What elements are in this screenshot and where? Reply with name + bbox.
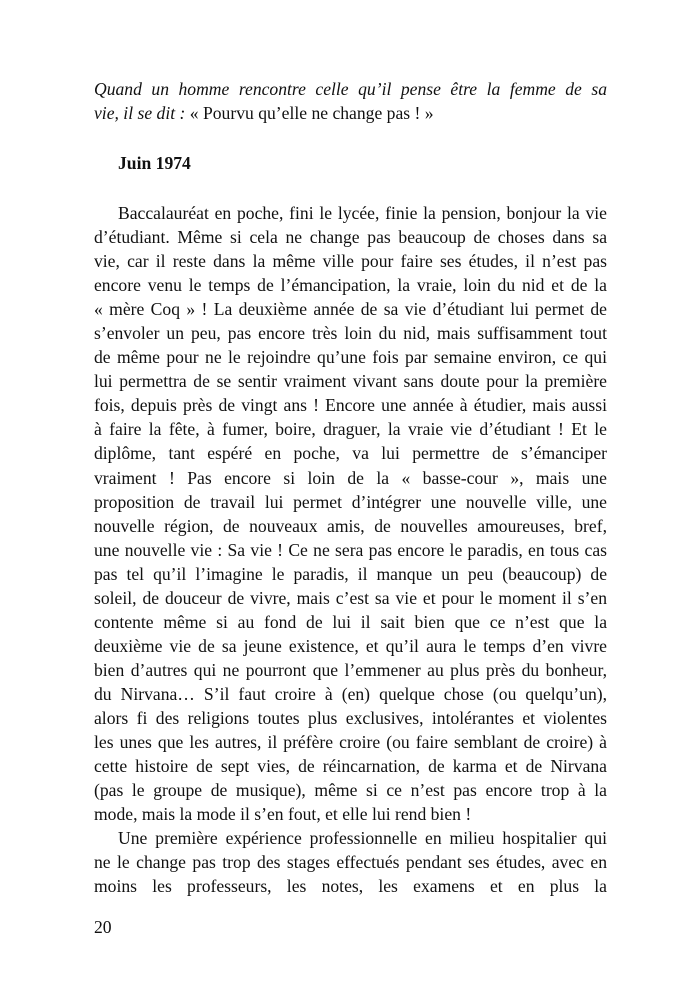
paragraph-line: nouvelle région, de nouveaux amis, de nouvelles amoureuses, bref,	[94, 515, 607, 536]
paragraph-line: diplôme, tant espéré en poche, va lui permettre de s’émanciper	[94, 443, 607, 464]
paragraph-line: lui permettra de se sentir vraiment vivant sans doute pour la première	[94, 371, 607, 392]
epigraph-attribution: vie, il se dit :	[94, 103, 186, 124]
page-number: 20	[94, 917, 112, 937]
paragraph-line: Une première expérience professionnelle en milieu hospitalier qui	[118, 828, 607, 849]
paragraph-line: à faire la fête, à fumer, boire, draguer, la vraie vie d’étudiant ! Et le	[94, 419, 607, 440]
paragraph-line: deuxième vie de sa jeune existence, et qu’il aura le temps d’en vivre	[94, 635, 607, 656]
paragraph-line: (pas le groupe de musique), même si ce n’est pas encore trop à la	[94, 780, 607, 801]
epigraph-line: Quand un homme rencontre celle qu’il pense être la femme de sa	[94, 79, 607, 99]
epigraph-line	[94, 101, 607, 125]
epigraph-quote: « Pourvu qu’elle ne change pas ! »	[185, 103, 434, 124]
paragraph-line: moins les professeurs, les notes, les examens et en plus la	[94, 876, 607, 897]
paragraph-line: une nouvelle vie : Sa vie ! Ce ne sera pas encore le paradis, en tous cas	[94, 539, 607, 560]
paragraph-line: s’envoler un peu, pas encore très loin du nid, mais suffisamment tout	[94, 323, 607, 344]
paragraph-line: vie, car il reste dans la même ville pour faire ses études, il n’est pas	[94, 251, 607, 272]
paragraph-line: les unes que les autres, il préfère croire (ou faire semblant de croire) à	[94, 732, 607, 753]
paragraph-line: de même pour ne le rejoindre qu’une fois par semaine environ, ce qui	[94, 347, 607, 368]
paragraph-line: soleil, de douceur de vivre, mais c’est sa vie et pour le moment il s’en	[94, 587, 607, 608]
epigraph	[94, 77, 607, 125]
paragraph-line: ne le change pas trop des stages effectués pendant ses études, avec en	[94, 852, 607, 873]
paragraph-line: vraiment ! Pas encore si loin de la « basse-cour », mais une	[94, 467, 607, 488]
paragraph-line: Baccalauréat en poche, fini le lycée, finie la pension, bonjour la vie	[118, 203, 607, 223]
paragraph-line: proposition de travail lui permet d’intégrer une nouvelle ville, une	[94, 491, 607, 512]
section-heading: Juin 1974	[118, 153, 191, 173]
paragraph-line: contente même si au fond de lui il sait bien que ce n’est que la	[94, 611, 607, 632]
paragraph-line: pas tel qu’il l’imagine le paradis, il manque un peu (beaucoup) de	[94, 563, 607, 584]
paragraph-line: d’étudiant. Même si cela ne change pas beaucoup de choses dans sa	[94, 227, 607, 248]
paragraph-line: mode, mais la mode il s’en fout, et elle lui rend bien !	[94, 804, 472, 825]
paragraph-line: « mère Coq » ! La deuxième année de sa vie d’étudiant lui permet de	[94, 299, 607, 320]
paragraph-line: fois, depuis près de vingt ans ! Encore une année à étudier, mais aussi	[94, 395, 607, 416]
paragraph-line: encore venu le temps de l’émancipation, la vraie, loin du nid et de la	[94, 275, 607, 296]
paragraph-line: du Nirvana… S’il faut croire à (en) quelque chose (ou quelqu’un),	[94, 683, 607, 704]
paragraph-line: alors fi des religions toutes plus exclusives, intolérantes et violentes	[94, 707, 607, 728]
paragraph-line: bien d’autres qui ne pourront que l’emmener au plus près du bonheur,	[94, 659, 607, 680]
body-text	[94, 201, 607, 898]
paragraph-line: cette histoire de sept vies, de réincarnation, de karma et de Nirvana	[94, 756, 607, 777]
